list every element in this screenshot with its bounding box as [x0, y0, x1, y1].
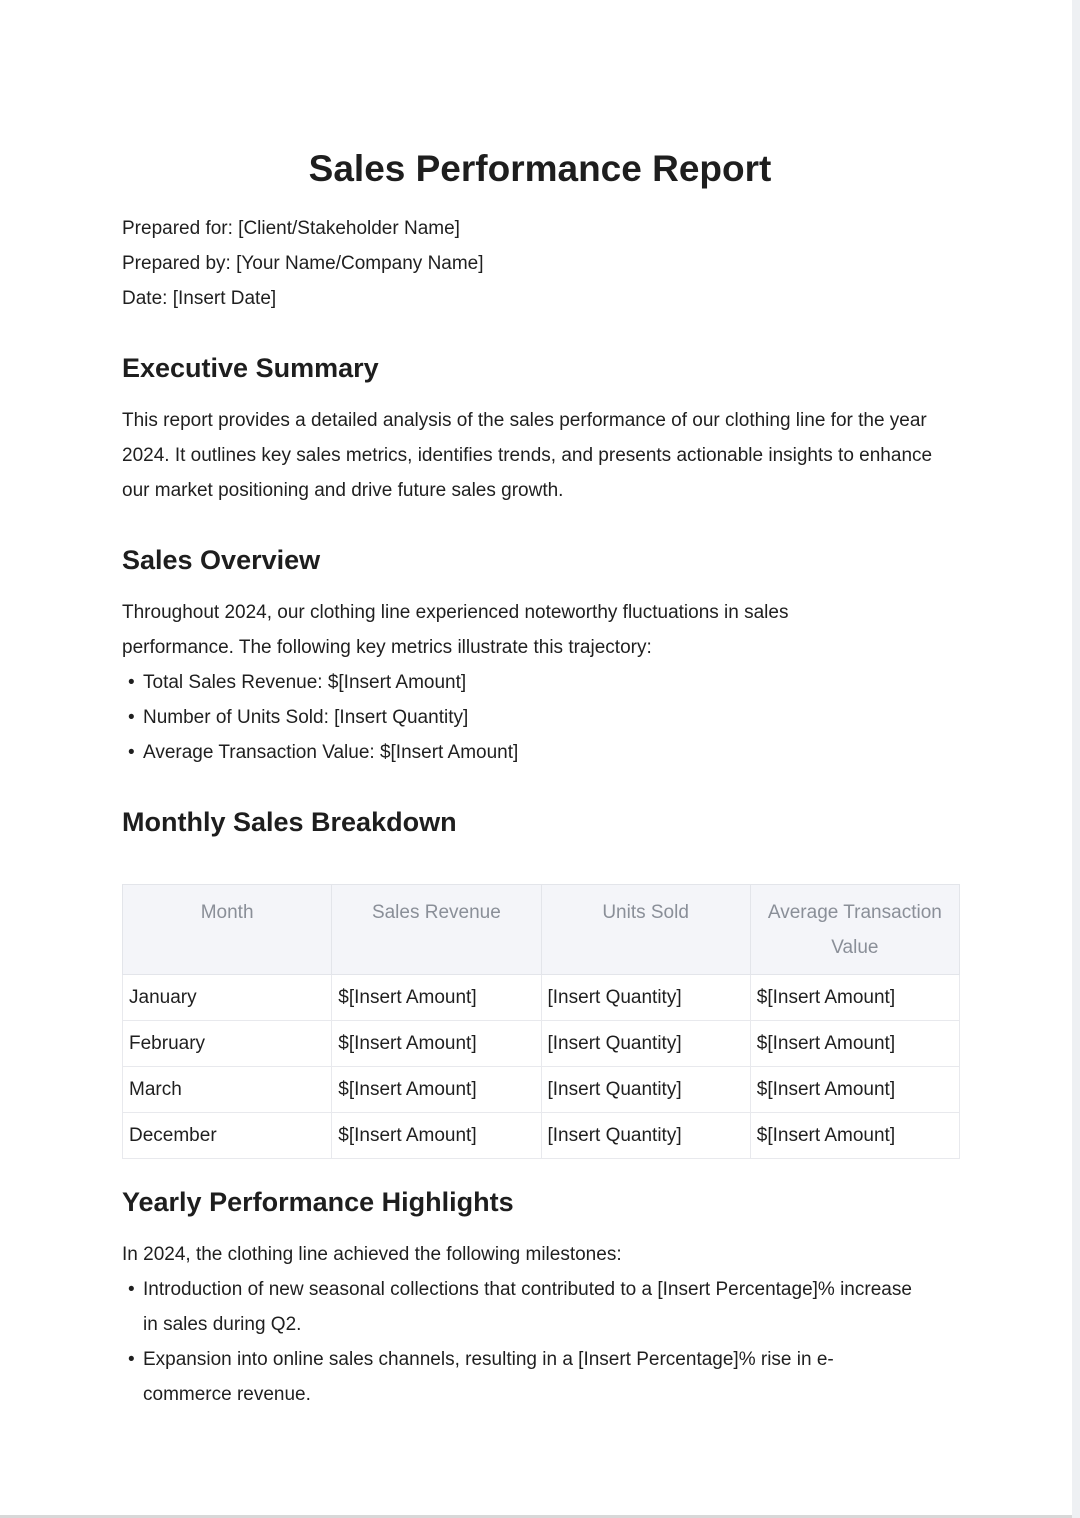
- list-item: • Expansion into online sales channels, resulting in a [Insert Percentage]% rise in e-commerce revenue.: [122, 1342, 922, 1412]
- table-row: [123, 1021, 960, 1067]
- section-heading: Yearly Performance Highlights: [122, 1187, 514, 1217]
- meta-block: [122, 211, 962, 316]
- list-item: • Average Transaction Value: $[Insert Amount]: [122, 735, 962, 770]
- table-cell: March: [123, 1067, 332, 1113]
- list-item: • Number of Units Sold: [Insert Quantity]: [122, 700, 962, 735]
- table-cell: [Insert Quantity]: [541, 975, 750, 1021]
- column-header: Units Sold: [541, 885, 750, 975]
- section-text: This report provides a detailed analysis of the sales performance of our clothing line for the year 2024. It outlines key sales metrics, identifies trends, and presents actionable insights to enhance our market positioning and drive future sales growth.: [122, 410, 933, 501]
- sales-overview-section: [122, 542, 962, 770]
- table-row: [123, 1067, 960, 1113]
- prepared-by: Prepared by: [Your Name/Company Name]: [122, 253, 484, 274]
- yearly-section: [122, 1184, 962, 1412]
- report-date: Date: [Insert Date]: [122, 288, 277, 309]
- table-row: [123, 975, 960, 1021]
- section-text: Throughout 2024, our clothing line experienced noteworthy fluctuations in sales performance. The following key metrics illustrate this trajectory:: [122, 602, 789, 658]
- table-cell: $[Insert Amount]: [750, 1113, 959, 1159]
- table-cell: $[Insert Amount]: [750, 1021, 959, 1067]
- column-header: Sales Revenue: [332, 885, 541, 975]
- list-item: • Total Sales Revenue: $[Insert Amount]: [122, 665, 962, 700]
- table-cell: $[Insert Amount]: [332, 1021, 541, 1067]
- table-header-row: [123, 885, 960, 975]
- table-cell: December: [123, 1113, 332, 1159]
- page-title: Sales Performance Report: [308, 148, 772, 189]
- table-cell: $[Insert Amount]: [332, 1113, 541, 1159]
- monthly-section: [122, 804, 962, 840]
- section-heading: Monthly Sales Breakdown: [122, 807, 457, 837]
- executive-summary-section: [122, 350, 962, 508]
- table-cell: $[Insert Amount]: [750, 1067, 959, 1113]
- table-cell: $[Insert Amount]: [750, 975, 959, 1021]
- table-cell: February: [123, 1021, 332, 1067]
- table-cell: [Insert Quantity]: [541, 1067, 750, 1113]
- table-cell: January: [123, 975, 332, 1021]
- section-text: In 2024, the clothing line achieved the following milestones:: [122, 1244, 622, 1265]
- table-cell: $[Insert Amount]: [332, 1067, 541, 1113]
- table-cell: $[Insert Amount]: [332, 975, 541, 1021]
- table-cell: [Insert Quantity]: [541, 1113, 750, 1159]
- prepared-for: Prepared for: [Client/Stakeholder Name]: [122, 218, 460, 239]
- section-heading: Sales Overview: [122, 545, 321, 575]
- monthly-sales-table: [122, 884, 960, 1159]
- table-cell: [Insert Quantity]: [541, 1021, 750, 1067]
- section-heading: Executive Summary: [122, 353, 379, 383]
- column-header: Month: [123, 885, 332, 975]
- list-item: • Introduction of new seasonal collections that contributed to a [Insert Percentage]% increase in sales during Q2.: [122, 1272, 922, 1342]
- metrics-list: [122, 665, 962, 770]
- monthly-table-wrap: [122, 884, 962, 1159]
- milestones-list: [122, 1272, 922, 1412]
- table-row: [123, 1113, 960, 1159]
- column-header: Average Transaction Value: [750, 885, 959, 975]
